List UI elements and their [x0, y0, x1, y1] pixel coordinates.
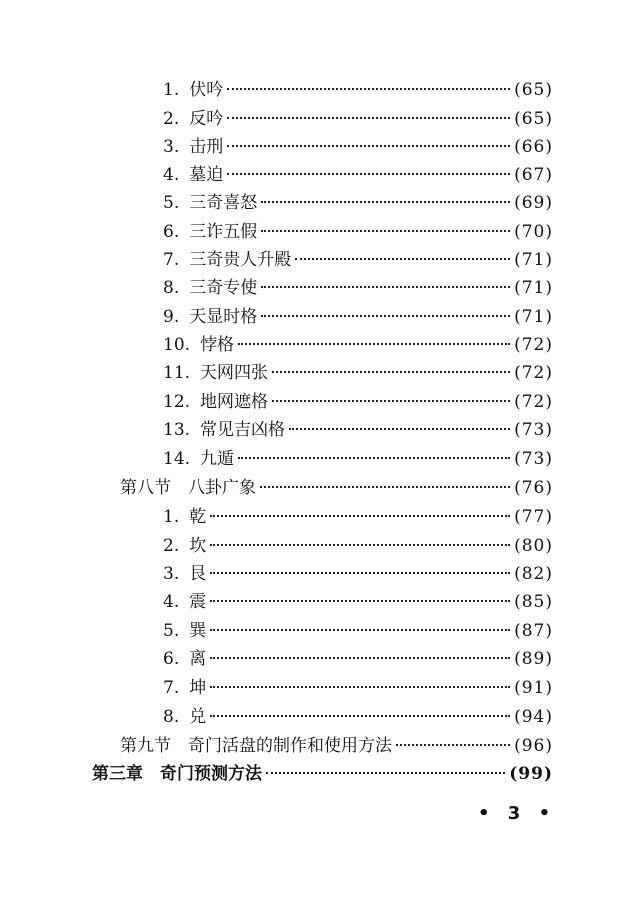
entry-number: 4. [163, 592, 180, 612]
dot-leader [210, 515, 510, 517]
toc-entry [163, 333, 553, 357]
toc-entry [163, 163, 553, 187]
entry-page: ( 65 ) [514, 78, 553, 102]
entry-number: 5. [163, 193, 180, 213]
toc-entry [163, 705, 553, 729]
entry-title: 兑 [189, 707, 207, 727]
toc-entry [163, 647, 553, 671]
dot-leader [210, 657, 510, 659]
entry-number: 8. [163, 707, 180, 727]
dot-leader [210, 686, 510, 688]
dot-leader [227, 145, 510, 147]
toc-entry [163, 534, 553, 558]
entry-number: 12. [163, 392, 191, 412]
entry-number: 3. [163, 564, 180, 584]
toc-entry [163, 220, 553, 244]
toc-entry [163, 305, 553, 329]
entry-title: 三奇贵人升殿 [189, 250, 292, 270]
dot-leader [261, 315, 510, 317]
entry-number: 6. [163, 222, 180, 242]
entry-title: 伏吟 [189, 80, 224, 100]
entry-page: ( 85 ) [514, 590, 553, 614]
dot-leader [210, 629, 510, 631]
entry-page: ( 80 ) [514, 534, 553, 558]
entry-title: 墓迫 [189, 165, 224, 185]
page-number: • 3 • [478, 803, 557, 824]
entry-title: 离 [189, 649, 207, 669]
dot-leader [272, 400, 510, 402]
toc-entry [163, 390, 553, 414]
toc-entry [163, 562, 553, 586]
entry-title: 震 [189, 592, 207, 612]
toc-entry [163, 361, 553, 385]
entry-number: 9. [163, 307, 180, 327]
entry-title: 三奇专使 [189, 278, 258, 298]
dot-leader [210, 600, 510, 602]
entry-title: 九遁 [200, 449, 235, 469]
dot-leader [261, 286, 510, 288]
dot-leader [238, 457, 510, 459]
entry-number: 1. [163, 80, 180, 100]
entry-title: 地网遮格 [200, 392, 269, 412]
toc-section-8 [120, 476, 553, 500]
chapter-page: ( 99 ) [509, 762, 553, 786]
entry-title: 天网四张 [200, 363, 269, 383]
entry-title: 常见吉凶格 [200, 420, 286, 440]
dot-leader [227, 117, 510, 119]
entry-page: ( 66 ) [514, 135, 553, 159]
entry-page: ( 72 ) [514, 333, 553, 357]
toc-chapter-3 [92, 762, 553, 786]
toc-entry [163, 276, 553, 300]
dot-leader [261, 201, 510, 203]
toc-entry [163, 135, 553, 159]
entry-number: 11. [163, 363, 191, 383]
entry-page: ( 69 ) [514, 191, 553, 215]
entry-number: 2. [163, 536, 180, 556]
entry-title: 悖格 [200, 335, 235, 355]
toc-entry [163, 107, 553, 131]
entry-number: 8. [163, 278, 180, 298]
toc-entry [163, 619, 553, 643]
chapter-title: 第三章 奇门预测方法 [92, 764, 262, 784]
entry-title: 艮 [189, 564, 207, 584]
entry-number: 5. [163, 621, 180, 641]
toc-entry [163, 191, 553, 215]
entry-page: ( 71 ) [514, 248, 553, 272]
dot-leader [396, 744, 510, 746]
entry-page: ( 89 ) [514, 647, 553, 671]
entry-page: ( 94 ) [514, 705, 553, 729]
toc-entry [163, 676, 553, 700]
entry-number: 6. [163, 649, 180, 669]
section-page: ( 76 ) [514, 476, 553, 500]
entry-title: 击刑 [189, 137, 224, 157]
entry-page: ( 67 ) [514, 163, 553, 187]
entry-page: ( 71 ) [514, 276, 553, 300]
dot-leader [272, 371, 510, 373]
dot-leader [210, 572, 510, 574]
dot-leader [238, 343, 510, 345]
entry-title: 三诈五假 [189, 222, 258, 242]
entry-number: 7. [163, 678, 180, 698]
entry-number: 13. [163, 420, 191, 440]
entry-title: 乾 [189, 507, 207, 527]
entry-page: ( 73 ) [514, 418, 553, 442]
entry-title: 坎 [189, 536, 207, 556]
toc-entry [163, 248, 553, 272]
section-page: ( 96 ) [514, 734, 553, 758]
section-title: 第八节 八卦广象 [120, 478, 256, 498]
dot-leader [210, 544, 510, 546]
entry-page: ( 91 ) [514, 676, 553, 700]
toc-section-9 [120, 734, 553, 758]
entry-page: ( 65 ) [514, 107, 553, 131]
toc-entry [163, 505, 553, 529]
entry-title: 巽 [189, 621, 207, 641]
dot-leader [227, 88, 510, 90]
entry-page: ( 71 ) [514, 305, 553, 329]
entry-page: ( 72 ) [514, 390, 553, 414]
entry-page: ( 73 ) [514, 447, 553, 471]
entry-title: 反吟 [189, 109, 224, 129]
entry-page: ( 87 ) [514, 619, 553, 643]
entry-page: ( 77 ) [514, 505, 553, 529]
entry-number: 14. [163, 449, 191, 469]
dot-leader [260, 486, 510, 488]
dot-leader [210, 715, 510, 717]
entry-number: 10. [163, 335, 191, 355]
dot-leader [266, 772, 505, 774]
toc-entry [163, 447, 553, 471]
entry-number: 3. [163, 137, 180, 157]
entry-page: ( 72 ) [514, 361, 553, 385]
entry-title: 坤 [189, 678, 207, 698]
entry-number: 1. [163, 507, 180, 527]
toc-entry [163, 590, 553, 614]
toc-entry [163, 418, 553, 442]
dot-leader [295, 258, 510, 260]
entry-number: 2. [163, 109, 180, 129]
dot-leader [289, 428, 510, 430]
dot-leader [261, 230, 510, 232]
entry-number: 7. [163, 250, 180, 270]
entry-page: ( 70 ) [514, 220, 553, 244]
entry-title: 天显时格 [189, 307, 258, 327]
toc-entry [163, 78, 553, 102]
entry-title: 三奇喜怒 [189, 193, 258, 213]
entry-number: 4. [163, 165, 180, 185]
entry-page: ( 82 ) [514, 562, 553, 586]
dot-leader [227, 173, 510, 175]
section-title: 第九节 奇门活盘的制作和使用方法 [120, 736, 392, 756]
